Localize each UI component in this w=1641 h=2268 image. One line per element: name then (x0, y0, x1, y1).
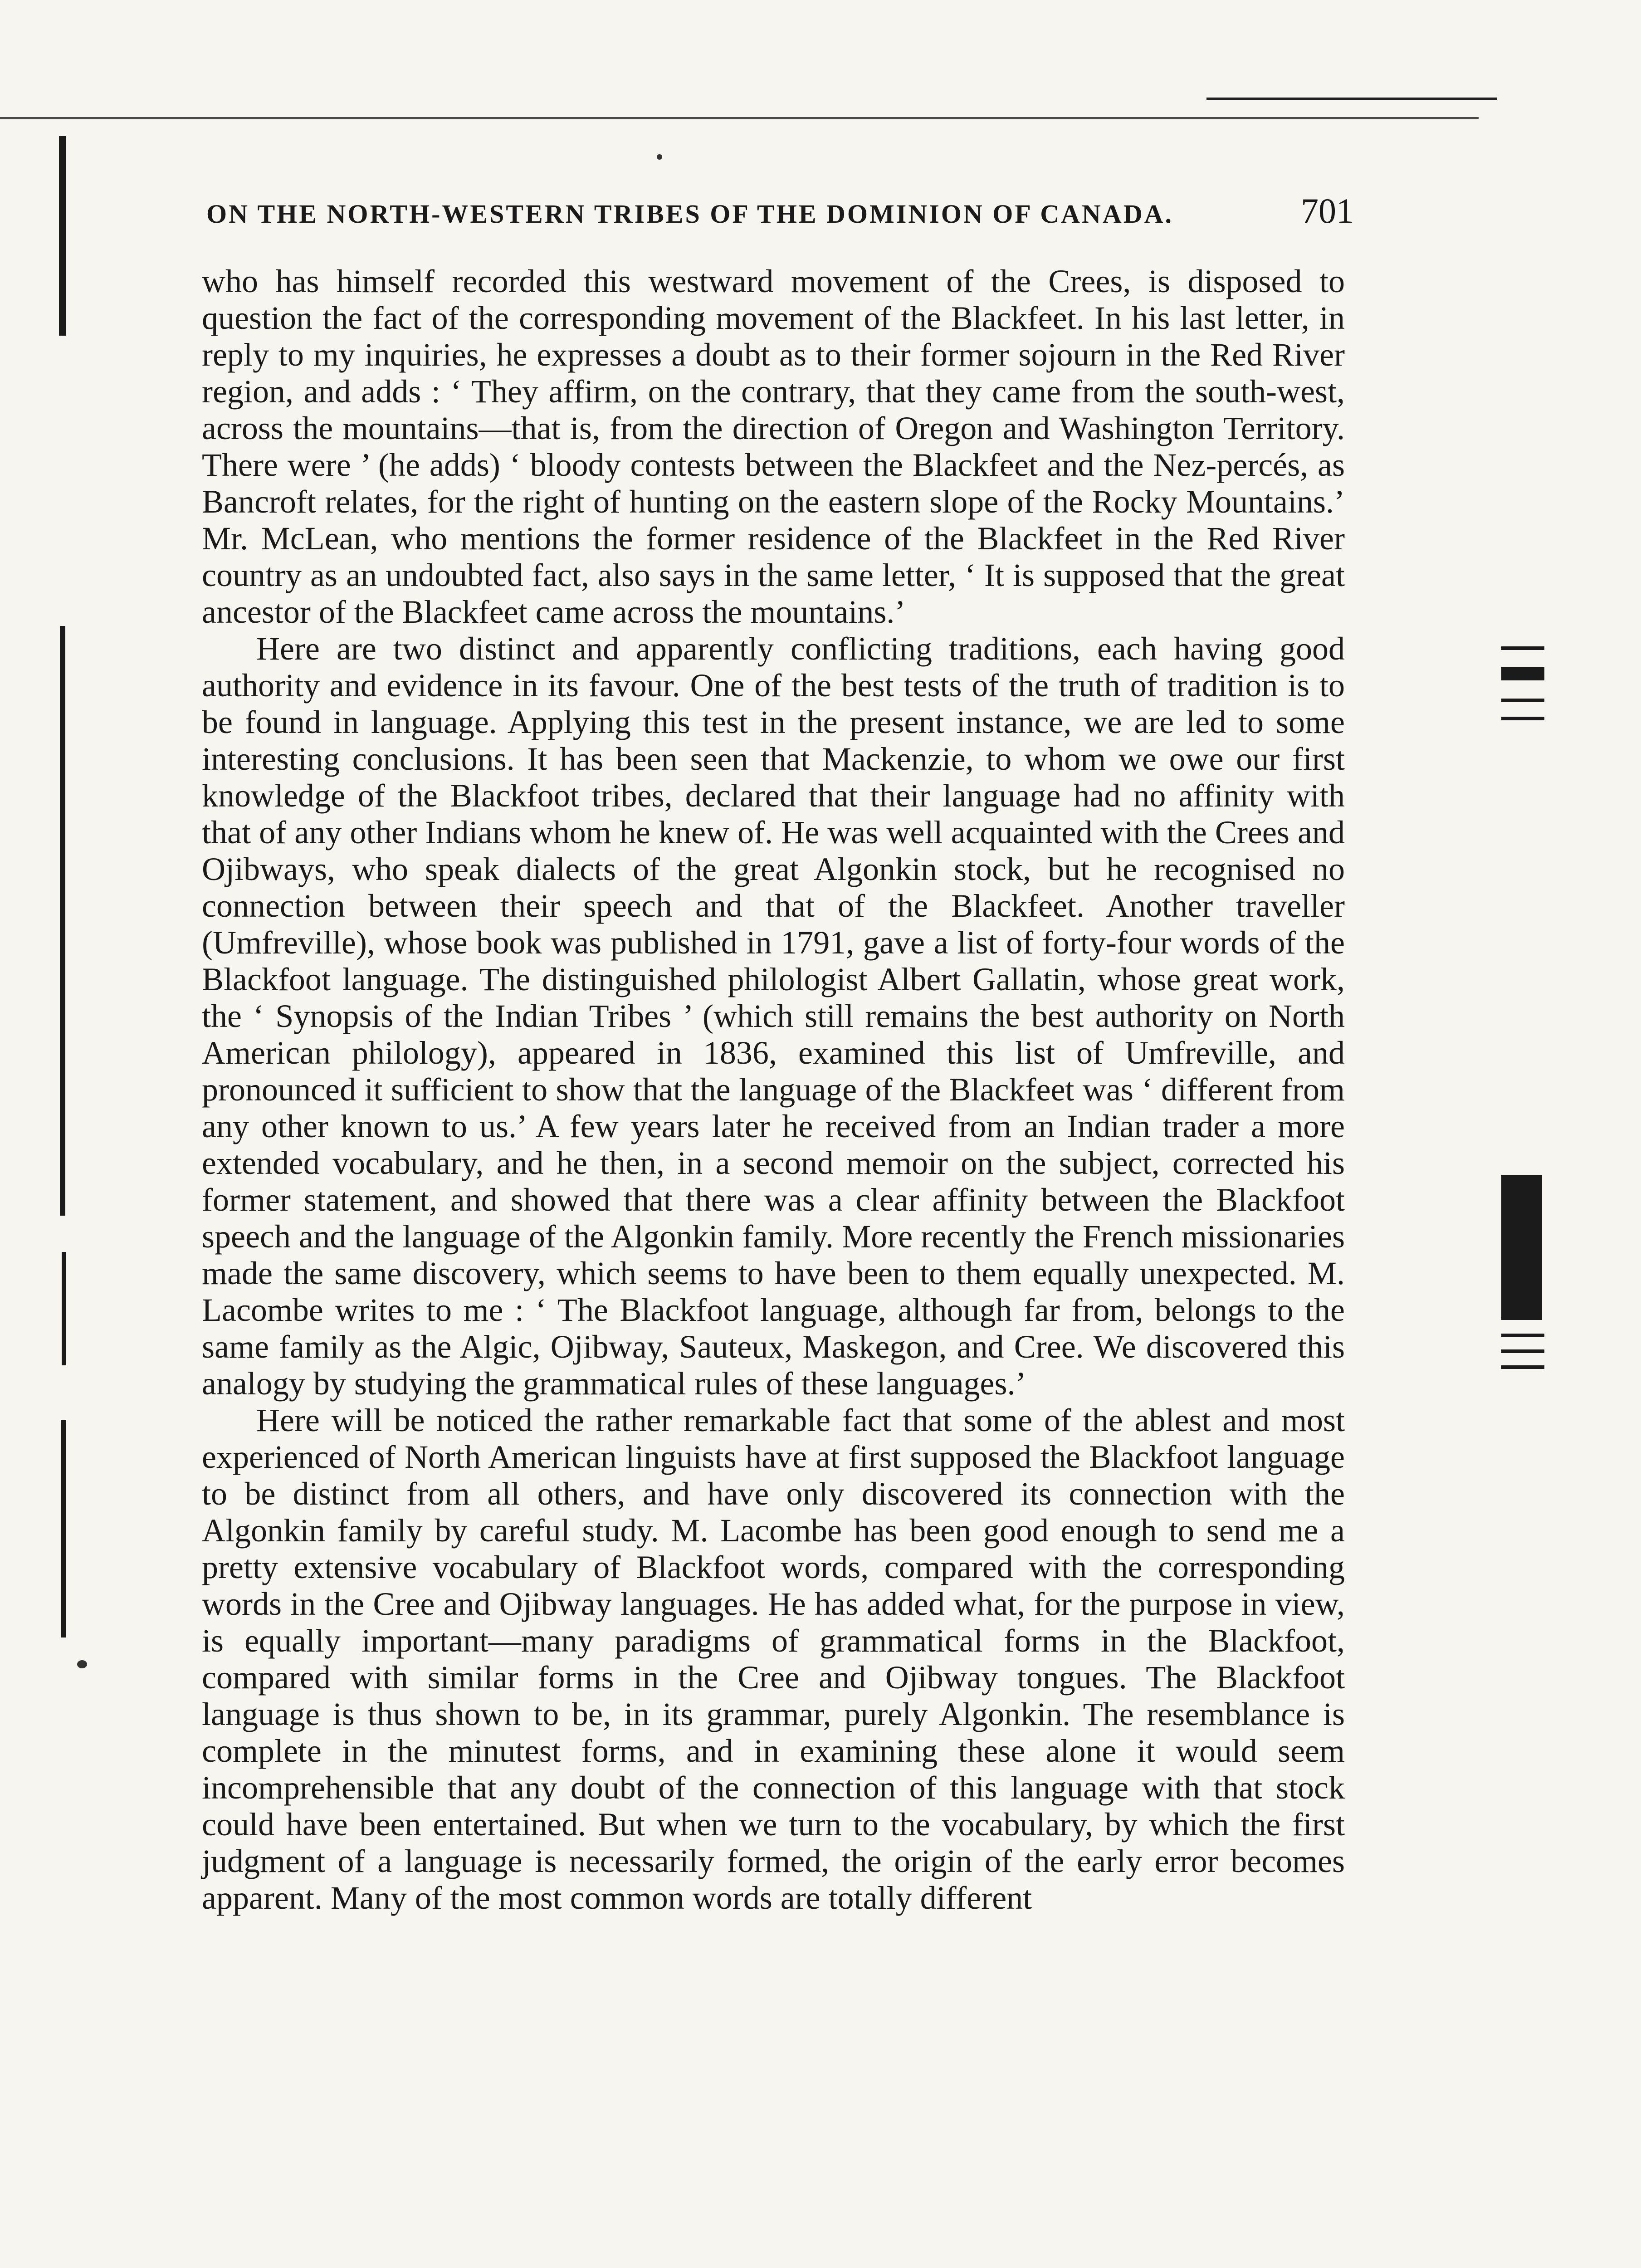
paragraph: Here will be noticed the rather remarkable fact that some of the ablest and most experienced of North American linguists have at first supposed the Blackfoot language to be distinct from all others, and have only discovered its connection with the Algonkin family by careful study. M. Lacombe has been good enough to send me a pretty extensive vocabulary of Blackfoot words, compared with the corresponding words in the Cree and Ojibway languages. He has added what, for the purpose in view, is equally important—many paradigms of grammatical forms in the Blackfoot, compared with similar forms in the Cree and Ojibway tongues. The Blackfoot language is thus shown to be, in its grammar, purely Algonkin. The resemblance is complete in the minutest forms, and in examining these alone it would seem incomprehensible that any doubt of the connection of this language with that stock could have been entertained. But when we turn to the vocabulary, by which the first judgment of a language is necessarily formed, the origin of the early error becomes apparent. Many of the most common words are totally different (202, 1402, 1345, 1916)
scan-edge-line-right (1206, 98, 1497, 100)
paragraph: who has himself recorded this westward movement of the Crees, is disposed to question the fact of the corresponding movement of the Blackfeet. In his last letter, in reply to my inquiries, he expresses a doubt as to their former sojourn in the Red River region, and adds : ‘ They affirm, on the contrary, that they came from the south-west, across the mountains—that is, from the direction of Oregon and Washington Territory. There were ’ (he adds) ‘ bloody contests between the Blackfeet and the Nez-percés, as Bancroft relates, for the right of hunting on the eastern slope of the Rocky Mountains.’ Mr. McLean, who mentions the former residence of the Blackfeet in the Red River country as an undoubted fact, also says in the same letter, ‘ It is supposed that the great ancestor of the Blackfeet came across the mountains.’ (202, 263, 1345, 630)
scan-speck (77, 1660, 87, 1668)
body-text (202, 263, 1345, 1916)
margin-scan-mark (1501, 1365, 1544, 1369)
margin-scan-mark (1501, 1334, 1544, 1337)
scan-speck (657, 154, 662, 160)
margin-scan-mark (1501, 1349, 1544, 1353)
page-number: 701 (1301, 191, 1354, 230)
margin-scan-mark (1501, 699, 1544, 702)
margin-scan-mark (1501, 646, 1544, 650)
margin-scan-mark (1501, 667, 1544, 680)
paragraph: Here are two distinct and apparently conflicting traditions, each having good authority and evidence in its favour. One of the best tests of the truth of tradition is to be found in language. Applying this test in the present instance, we are led to some interesting conclusions. It has been seen that Mackenzie, to whom we owe our first knowledge of the Blackfoot tribes, declared that their language had no affinity with that of any other Indians whom he knew of. He was well acquainted with the Crees and Ojibways, who speak dialects of the great Algonkin stock, but he recognised no connection between their speech and that of the Blackfeet. Another traveller (Umfreville), whose book was published in 1791, gave a list of forty-four words of the Blackfoot language. The distinguished philologist Albert Gallatin, whose great work, the ‘ Synopsis of the Indian Tribes ’ (which still remains the best authority on North American philology), appeared in 1836, examined this list of Umfreville, and pronounced it sufficient to show that the language of the Blackfeet was ‘ different from any other known to us.’ A few years later he received from an Indian trader a more extended vocabulary, and he then, in a second memoir on the subject, corrected his former statement, and showed that there was a clear affinity between the Blackfoot speech and the language of the Algonkin family. More recently the French missionaries made the same discovery, which seems to have been to them equally unexpected. M. Lacombe writes to me : ‘ The Blackfoot language, although far from, belongs to the same family as the Algic, Ojibway, Sauteux, Maskegon, and Cree. We discovered this analogy by studying the grammatical rules of these languages.’ (202, 631, 1345, 1402)
page-header (206, 191, 1354, 240)
margin-scan-mark (1501, 717, 1544, 720)
margin-scan-bar (59, 136, 66, 336)
running-head: ON THE NORTH-WESTERN TRIBES OF THE DOMINION OF CANADA. (206, 199, 1174, 229)
margin-scan-bar (60, 626, 65, 1216)
margin-scan-mark (1501, 1175, 1542, 1320)
margin-scan-bar (61, 1420, 66, 1637)
scan-edge-line (0, 117, 1479, 119)
margin-scan-bar (62, 1252, 66, 1365)
